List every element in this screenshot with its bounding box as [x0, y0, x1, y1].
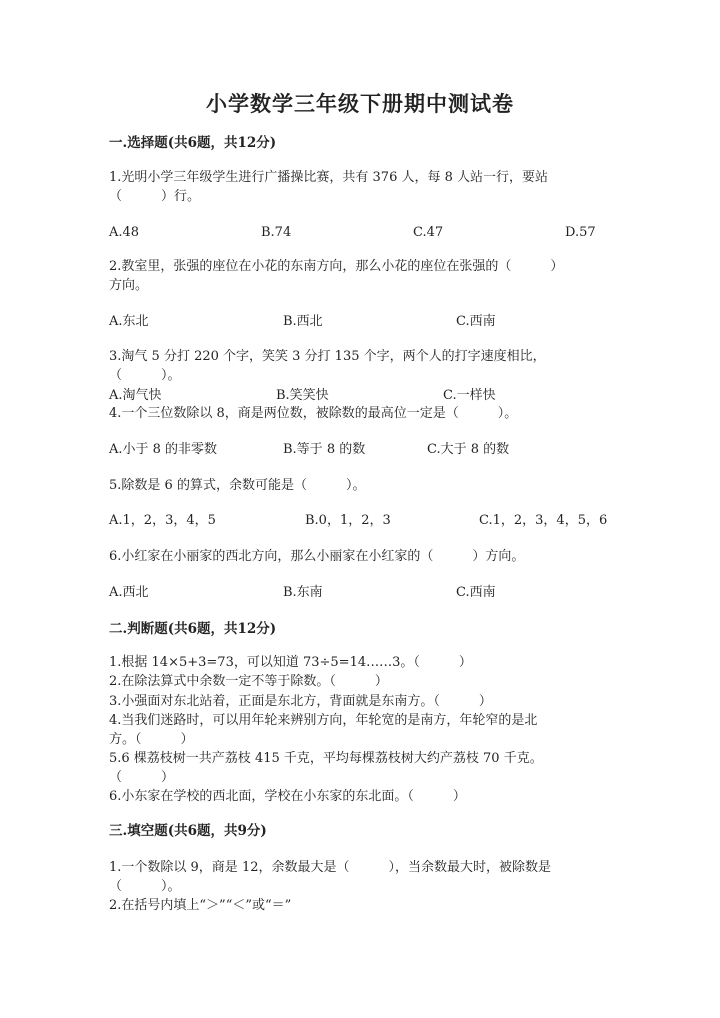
q3-option-b: B.笑笑快 [276, 388, 329, 403]
question-3-line-1: 3.淘气 5 分打 220 个字，笑笑 3 分打 135 个字，两个人的打字速度相比， [109, 349, 546, 364]
q6-option-a: A.西北 [109, 585, 149, 600]
question-6-line-1: 6.小红家在小丽家的西北方向，那么小丽家在小红家的（ ）方向。 [109, 549, 525, 564]
section-heading-judgement: 二.判断题(共6题，共12分) [109, 621, 277, 637]
judgement-line: 4.当我们迷路时，可以用年轮来辨别方向，年轮宽的是南方，年轮窄的是北 [109, 713, 538, 728]
section-heading-choice: 一.选择题(共6题，共12分) [109, 135, 277, 151]
q4-option-c: C.大于 8 的数 [427, 442, 510, 457]
q5-option-c: C.1，2，3，4，5，6 [479, 513, 608, 528]
question-2-line-1: 2.教室里，张强的座位在小花的东南方向，那么小花的座位在张强的（ ） [109, 259, 564, 274]
question-3-line-2: （ ）。 [109, 368, 181, 383]
q2-option-a: A.东北 [109, 314, 149, 329]
fill-blank-line: 2.在括号内填上“＞”“＜”或“＝” [109, 898, 292, 913]
judgement-line: （ ） [109, 770, 175, 785]
judgement-line: 2.在除法算式中余数一定不等于除数。（ ） [109, 674, 388, 689]
fill-blank-line: （ ）。 [109, 879, 181, 894]
q5-option-b: B.0，1，2，3 [305, 513, 391, 528]
q1-option-c: C.47 [413, 225, 444, 240]
judgement-line: 5.6 棵荔枝树一共产荔枝 415 千克，平均每棵荔枝树大约产荔枝 70 千克。 [109, 751, 543, 766]
q6-option-c: C.西南 [456, 585, 496, 600]
q6-option-b: B.东南 [283, 585, 323, 600]
q4-option-a: A.小于 8 的非零数 [109, 442, 218, 457]
section-heading-fill-blank: 三.填空题(共6题，共9分) [109, 823, 267, 839]
q1-option-b: B.74 [261, 225, 292, 240]
q3-option-c: C.一样快 [443, 388, 496, 403]
q3-option-a: A.淘气快 [109, 388, 162, 403]
q2-option-c: C.西南 [456, 314, 496, 329]
q2-option-b: B.西北 [283, 314, 323, 329]
q4-option-b: B.等于 8 的数 [283, 442, 366, 457]
question-2-line-2: 方向。 [109, 278, 149, 293]
judgement-line: 1.根据 14×5+3=73，可以知道 73÷5=14……3。（ ） [109, 655, 472, 670]
q1-option-a: A.48 [109, 225, 140, 240]
judgement-line: 6.小东家在学校的西北面，学校在小东家的东北面。（ ） [109, 789, 466, 804]
q1-option-d: D.57 [565, 225, 596, 240]
q5-option-a: A.1，2，3，4，5 [109, 513, 216, 528]
question-5-line-1: 5.除数是 6 的算式，余数可能是（ ）。 [109, 478, 366, 493]
judgement-line: 3.小强面对东北站着，正面是东北方，背面就是东南方。（ ） [109, 694, 492, 709]
judgement-line: 方。（ ） [109, 732, 194, 747]
question-4-line-1: 4.一个三位数除以 8，商是两位数，被除数的最高位一定是（ ）。 [109, 406, 518, 421]
question-1-line-1: 1.光明小学三年级学生进行广播操比赛，共有 376 人，每 8 人站一行，要站 [109, 170, 549, 185]
page-title: 小学数学三年级下册期中测试卷 [206, 91, 514, 116]
fill-blank-line: 1.一个数除以 9，商是 12，余数最大是（ ），当余数最大时，被除数是 [109, 860, 551, 875]
question-1-line-2: （ ）行。 [109, 189, 201, 204]
